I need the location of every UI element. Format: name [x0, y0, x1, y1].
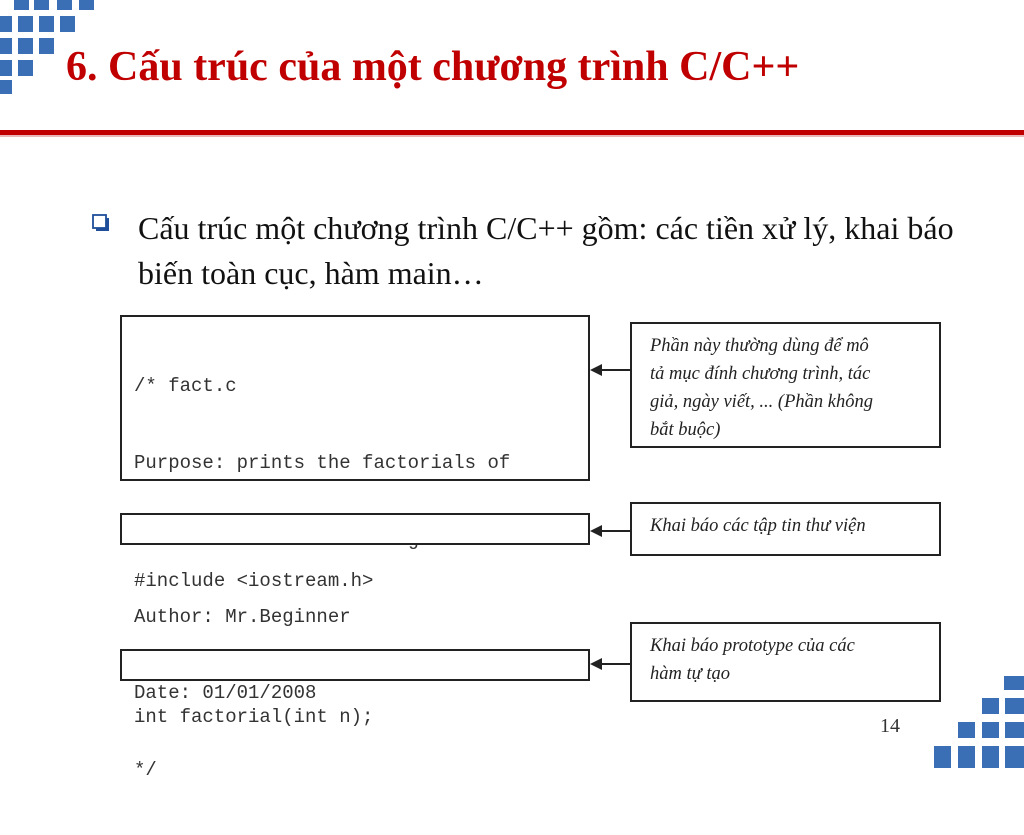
note-box-comment [630, 322, 941, 448]
code-block-include [120, 513, 590, 593]
bullet-text: Cấu trúc một chương trình C/C++ gồm: các tiền xử lý, khai báo biến toàn cục, hàm main… [138, 210, 954, 291]
note-line: Phần này thường dùng để mô [650, 336, 869, 356]
left-arrow-icon [588, 362, 632, 378]
note-line: hàm tự tạo [650, 664, 730, 684]
code-line: */ [134, 759, 157, 782]
note-line: bắt buộc) [650, 420, 721, 440]
note-line: tả mục đính chương trình, tác [650, 364, 871, 384]
note-box-include [630, 502, 941, 556]
slide-title: 6. Cấu trúc của một chương trình C/C++ [66, 44, 800, 90]
code-line: Author: Mr.Beginner [134, 605, 351, 628]
hollow-square-bullet-icon [92, 214, 110, 232]
left-arrow-icon [588, 656, 632, 672]
code-line: /* fact.c [134, 375, 237, 398]
title-divider-shadow [0, 135, 1024, 137]
note-box-prototype [630, 622, 941, 702]
code-line: int factorial(int n); [134, 706, 374, 729]
code-line: Purpose: prints the factorials of [134, 451, 511, 474]
note-line: Khai báo các tập tin thư viện [650, 516, 866, 536]
left-arrow-icon [588, 523, 632, 539]
code-line: #include <iostream.h> [134, 570, 374, 593]
page-number: 14 [880, 715, 900, 737]
note-line: giả, ngày viết, ... (Phần không [650, 392, 873, 412]
code-line: Date: 01/01/2008 [134, 682, 317, 705]
note-line: Khai báo prototype của các [650, 636, 855, 656]
